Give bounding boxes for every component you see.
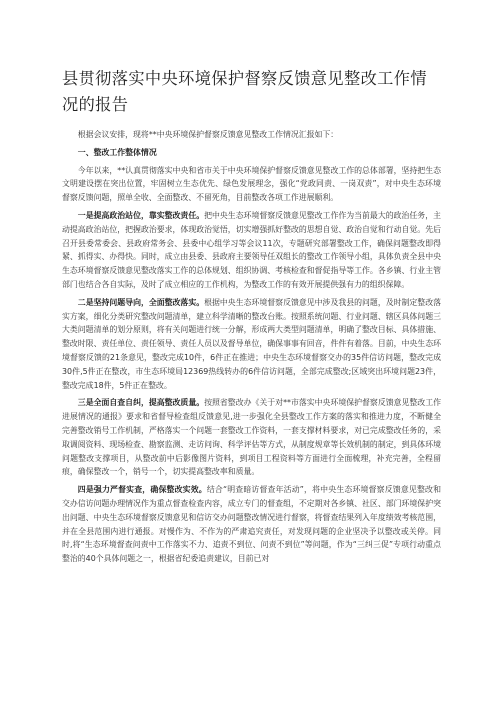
point-2-text: 根据中央生态环境督察反馈意见中涉及我县的问题，及时制定整改落实方案，细化分类研究整改问题清单，建立科学清晰的整改台账。按照系统问题、行业问题、辖区具体问题三大类问题清单的划分原则，将有关问题进行统一分解，形成两大类型问题清单，明确了整改目标、具体措施、整改时限、责任单位、责任领导、责任人员以及督导单位，确保事事有回音，件件有着落。目前，中央生态环境督察反馈的21条意见，整改完成10件，6件正在推进；中央生态环境督察交办的35件信访问题，整改完成30件,5件正在整改，市生态环境局12369热线转办的6件信访问题，全部完成整改;区域突出环境问题23件，整改完成18件，5件正在整改。 [62, 297, 441, 390]
point-1-lead: 一是提高政治站位，靠实整改责任。 [77, 210, 205, 220]
point-3-text: 按照省整改办《关于对**市落实中央环境保护督察反馈意见整改工作进展情况的通报》要求和省督导检查组反馈意见,进一步强化全县整改工作方案的落实和推进力度，不断健全完善整改销号工作机制，严格落实一个问题一套整改工作资料，一套支撑材料要求，对已完成整改任务的，采取调阅资料、现场检查、勘察监测、走访问询、科学评估等方式，从制度规章等长效机制的制定，到具体环境问题整改支撑项目，从整改前中后影像图片资料，到项目工程资料等方面进行全面梳理，补充完善，全程留痕，确保整改一个，销号一个，切实提高整改率和质量。 [62, 398, 441, 477]
point-1-text: 把中央生态环境督察反馈意见整改工作作为当前最大的政治任务，主动提高政治站位，把握政治要求，体现政治觉悟，切实增强抓好整改的思想自觉、政治自觉和行动自觉。先后召开县委常委会、县政府常务会、县委中心组学习等会议11次，专题研究部署整改工作，确保问题整改即得紧、抓得实、办得快。同时，成立由县委、县政府主要领导任双组长的整改工作领导小组，具体负责全县中央生态环境督察反馈意见整改落实工作的总体规划、组织协调、考核检查和督促指导等工作。各乡镇、行业主管部门也结合各自实际，及时了成立相应的工作机构，为整改工作的有效开展提供强有力的组织保障。 [62, 210, 441, 289]
section-heading: 一、整改工作整体情况 [77, 147, 157, 157]
intro-paragraph: 根据会议安排，现将**中央环境保护督察反馈意见整改工作情况汇报如下： [77, 130, 339, 139]
document-title: 县贯彻落实中央环境保护督察反馈意见整改工作情况的报告 [62, 69, 427, 114]
document-body [62, 128, 441, 570]
paragraph-point-2 [62, 296, 441, 393]
paragraph-overview: 今年以来，**认真贯彻落实中央和省市关于中央环境保护督察反馈意见整改工作的总体部署，坚持把生态文明建设摆在突出位置，牢固树立生态优先、绿色发展理念，强化“党政同责、一岗双责”，对中央生态环境督察反馈问题，照单全收、全面整改、不留死角，目前整改各项工作进展顺利。 [62, 165, 441, 203]
paragraph-point-1 [62, 209, 441, 292]
point-4-text: 结合“明查暗访督查年活动”，将中央生态环境督察反馈意见整改和交办信访问题办理情况作为重点督查检查内容，成立专门的督查组，不定期对各乡镇、社区、部门环境保护突出问题、中央生态环境督察反馈意见和信访交办问题整改情况进行督察，将督查结果列入年度绩效考核范围，并在全县范围内进行通报。对慢作为、不作为的严肃追究责任，对发现问题的企业坚决予以整改或关停。同时,将“生态环境督查问责中工作落实不力、追责不到位、问责不到位”等问题，作为“三纠三促”专项行动重点整治的40个具体问题之一，根据省纪委追责建议，目前已对 [62, 485, 441, 564]
point-2-lead: 二是坚持问题导向，全面整改落实。 [77, 297, 205, 307]
paragraph-point-4 [62, 483, 441, 566]
point-3-lead: 三是全面自查自纠，提高整改质量。 [77, 398, 205, 408]
point-4-lead: 四是强力严督实查，确保整改实效。 [77, 485, 207, 495]
paragraph-point-3 [62, 396, 441, 479]
